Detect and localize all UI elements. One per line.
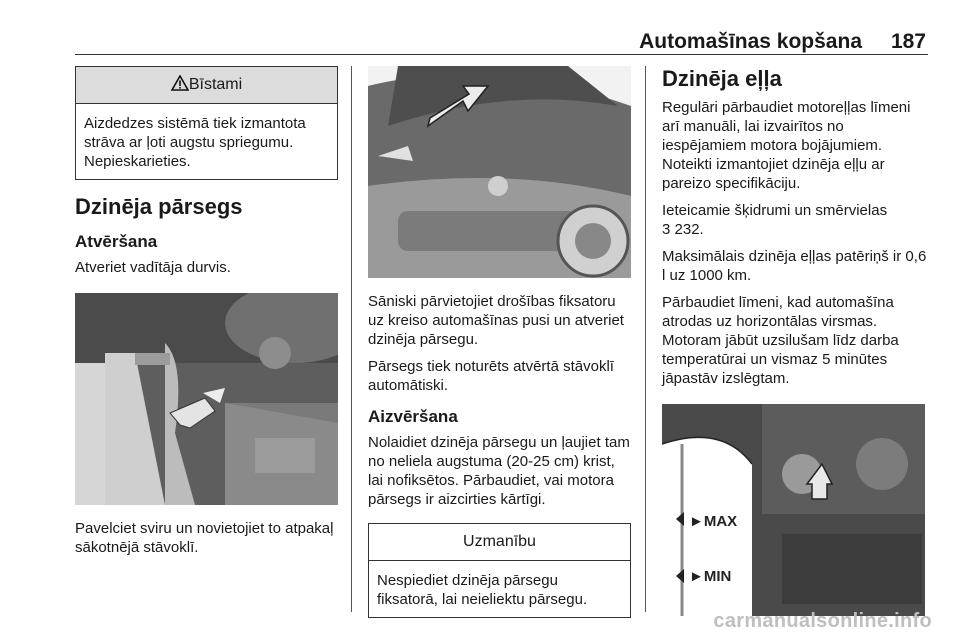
illustration-oil-dipstick bbox=[662, 404, 925, 616]
paragraph-check-level: Pārbaudiet līmeni, kad automašīna atrodas uz horizontālas virsmas. Motoram jābūt uzsilušam līdz darba temperatūrai un vismaz 5 minūtes jāpastāv izslēgtam. bbox=[662, 294, 899, 387]
caution-box-text: Nespiediet dzinēja pārsegu fiksatorā, lai neieliektu pārsegu. bbox=[377, 572, 588, 608]
caution-box bbox=[368, 523, 631, 618]
page-reference-link[interactable]: 3 232. bbox=[662, 221, 704, 238]
column-divider bbox=[351, 66, 352, 612]
right-column bbox=[662, 66, 928, 616]
subsection-title-opening: Atvēršana bbox=[75, 232, 158, 251]
page-number: 187 bbox=[890, 30, 926, 53]
column-divider bbox=[645, 66, 646, 612]
middle-column bbox=[368, 66, 631, 618]
paragraph-check-oil: Regulāri pārbaudiet motoreļļas līmeni arī manuāli, lai izvairītos no iespējamiem motora bojājumiem. Noteikti izmantojiet dzinēja eļļu ar pareizo specifikāciju. bbox=[662, 99, 911, 192]
illustration-hood-safety-catch bbox=[368, 66, 631, 278]
page-header bbox=[75, 28, 928, 55]
danger-box-header bbox=[76, 67, 337, 104]
paragraph-hood-held: Pārsegs tiek noturēts atvērtā stāvoklī automātiski. bbox=[368, 358, 614, 394]
watermark: carmanualsonline.info bbox=[713, 610, 932, 632]
paragraph-move-catch: Sāniski pārvietojiet drošības fiksatoru uz kreiso automašīnas pusi un atveriet dzinēja pārsegu. bbox=[368, 293, 624, 348]
section-title-hood: Dzinēja pārsegs bbox=[75, 194, 243, 219]
paragraph-recommended-fluids: Ieteicamie šķidrumi un smērvielas 3 232. bbox=[662, 202, 888, 238]
danger-box-text: Aizdedzes sistēmā tiek izmantota strāva ar ļoti augstu spriegumu. Nepieskarieties. bbox=[84, 115, 306, 170]
danger-box bbox=[75, 66, 338, 180]
left-column bbox=[75, 66, 338, 557]
dipstick-max-label: ►MAX bbox=[689, 513, 738, 530]
paragraph-open-door: Atveriet vadītāja durvis. bbox=[75, 259, 231, 276]
warning-triangle-icon bbox=[171, 75, 189, 91]
illustration-hood-release-lever bbox=[75, 293, 338, 505]
paragraph-lower-hood: Nolaidiet dzinēja pārsegu un ļaujiet tam no neliela augstuma (20-25 cm) krist, lai nofiksētos. Pārbaudiet, vai motora pārsegs ir aizcirties kārtīgi. bbox=[368, 434, 630, 508]
caution-box-title: Uzmanību bbox=[369, 524, 630, 561]
paragraph-pull-lever: Pavelciet sviru un novietojiet to atpakaļ sākotnējā stāvoklī. bbox=[75, 520, 334, 556]
section-title-engine-oil: Dzinēja eļļa bbox=[662, 66, 782, 91]
paragraph-oil-consumption: Maksimālais dzinēja eļļas patēriņš ir 0,6 l uz 1000 km. bbox=[662, 248, 927, 284]
dipstick-min-label: ►MIN bbox=[689, 568, 732, 585]
page-title: Automašīnas kopšana bbox=[639, 30, 862, 53]
subsection-title-closing: Aizvēršana bbox=[368, 407, 458, 426]
danger-box-title: Bīstami bbox=[188, 76, 243, 93]
